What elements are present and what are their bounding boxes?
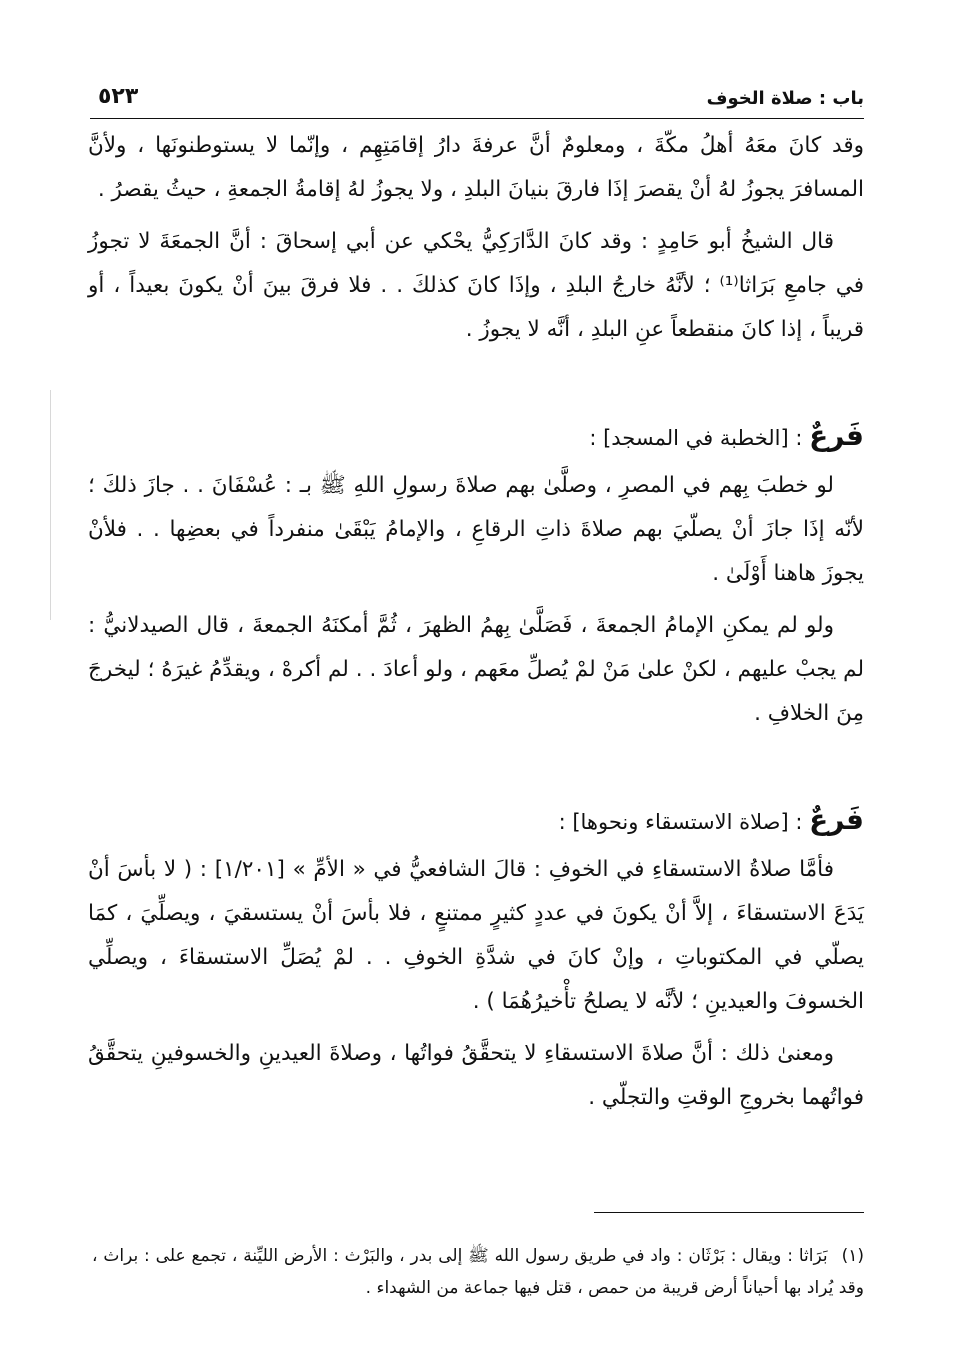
section-heading xyxy=(88,414,864,460)
paragraph: ولو لم يمكنِ الإمامُ الجمعةَ ، فَصَلَّىٰ بِهمُ الظهرَ ، ثُمَّ أمكنَهُ الجمعةَ ، قال الصيدلانيُّ : لم يجبْ عليهم ، لكنْ علىٰ مَنْ لمْ يُصلِّ معَهم ، ولو أعادَ . . لم أكرهْ ، ويقدِّمُ غيرَهُ ؛ ليخرجَ مِنَ الخلافِ . xyxy=(88,613,864,726)
chapter-title: باب : صلاة الخوف xyxy=(706,88,864,109)
main-text xyxy=(88,124,864,1128)
footnotes xyxy=(92,1240,864,1304)
branch-label: فَرعٌ xyxy=(809,419,864,452)
branch-label: فَرعٌ xyxy=(809,803,864,836)
paragraph: وقد كانَ معَهُ أهلُ مكّةَ ، ومعلومٌ أنَّ عرفةَ دارُ إقامَتِهِم ، وإنّما لا يستوطنونَها ، ولأنَّ المسافرَ يجوزُ لهُ أنْ يقصرَ إذَا فارقَ بنيانَ البلدِ ، ولا يجوزُ لهُ إقامةُ الجمعةِ ، حيثُ يقصرُ . xyxy=(88,133,864,202)
paragraph: قال الشيخُ أبو حَامِدٍ : وقد كانَ الدَّارَكِيُّ يحْكي عن أبي إسحاقَ : أنَّ الجمعَةَ لا تجوزُ في جامعِ بَرَاثا⁽¹⁾ ؛ لأنَّهُ خارجُ البلدِ ، وإذَا كانَ كذلكَ . . فلا فرقَ بينَ أنْ يكونَ بعيداً ، أو قريباً ، إذا كانَ منقطعاً عنِ البلدِ ، أنَّه لا يجوزُ . xyxy=(88,229,864,342)
paragraph: ومعنىٰ ذلك : أنَّ صلاةَ الاستسقاءِ لا يتحقَّقُ فواتُها ، وصلاةَ العيدينِ والخسوفينِ يتحقَّقُ فواتُهما بخروجِ الوقتِ والتجلّي . xyxy=(88,1041,864,1110)
section-heading-text: : [صلاة الاستسقاء ونحوها] : xyxy=(558,810,810,834)
section-heading xyxy=(88,798,864,844)
footnote-text: بَرَاثا : ويقال : بَرْثَان : واد في طريق رسول الله ﷺ إلى بدر ، والبَرْث : الأرض الليِّنة ، تجمع على : براث ، وقد يُراد بها أحياناً أرض قريبة من حمص ، قتل فيها جماعة من الشهداء . xyxy=(92,1246,864,1298)
footnote-separator xyxy=(594,1212,864,1213)
footnote-number: (١) xyxy=(841,1246,864,1266)
paragraph: لو خطبَ بِهم في المصرِ ، وصلَّىٰ بهم صلاةَ رسولِ اللهِ ﷺ بـ : عُسْفَانَ . . جازَ ذلكَ ؛ لأنّه إذَا جازَ أنْ يصلّيَ بهم صلاةَ ذاتِ الرقاعِ ، والإمامُ يَبْقَىٰ منفرداً في بعضِها . . فلأنْ يجوزَ هاهنا أَوْلَىٰ . xyxy=(88,473,864,586)
paragraph: فأمَّا صلاةُ الاستسقاءِ في الخوفِ : قالَ الشافعيُّ في « الأمِّ » [١/٢٠١] : ( لا بأسَ أنْ يَدَعَ الاستسقاءَ ، إلاَّ أنْ يكونَ في عددٍ كثيرٍ ممتنعٍ ، فلا بأسَ أنْ يستسقيَ ، ويصلِّيَ ، كمَا يصلّي في المكتوباتِ ، وإنْ كانَ في شدَّةِ الخوفِ . . لمْ يُصَلِّ الاستسقاءَ ، ويصلِّي الخسوفَ والعيدينِ ؛ لأنَّه لا يصلحُ تأْخيرُهُمَا ) . xyxy=(88,857,864,1014)
scan-margin-shadow xyxy=(50,390,51,620)
running-header xyxy=(90,84,864,119)
section-heading-text: : [الخطبة في المسجد] : xyxy=(589,426,810,450)
page-number: ٥٢٣ xyxy=(98,84,139,109)
